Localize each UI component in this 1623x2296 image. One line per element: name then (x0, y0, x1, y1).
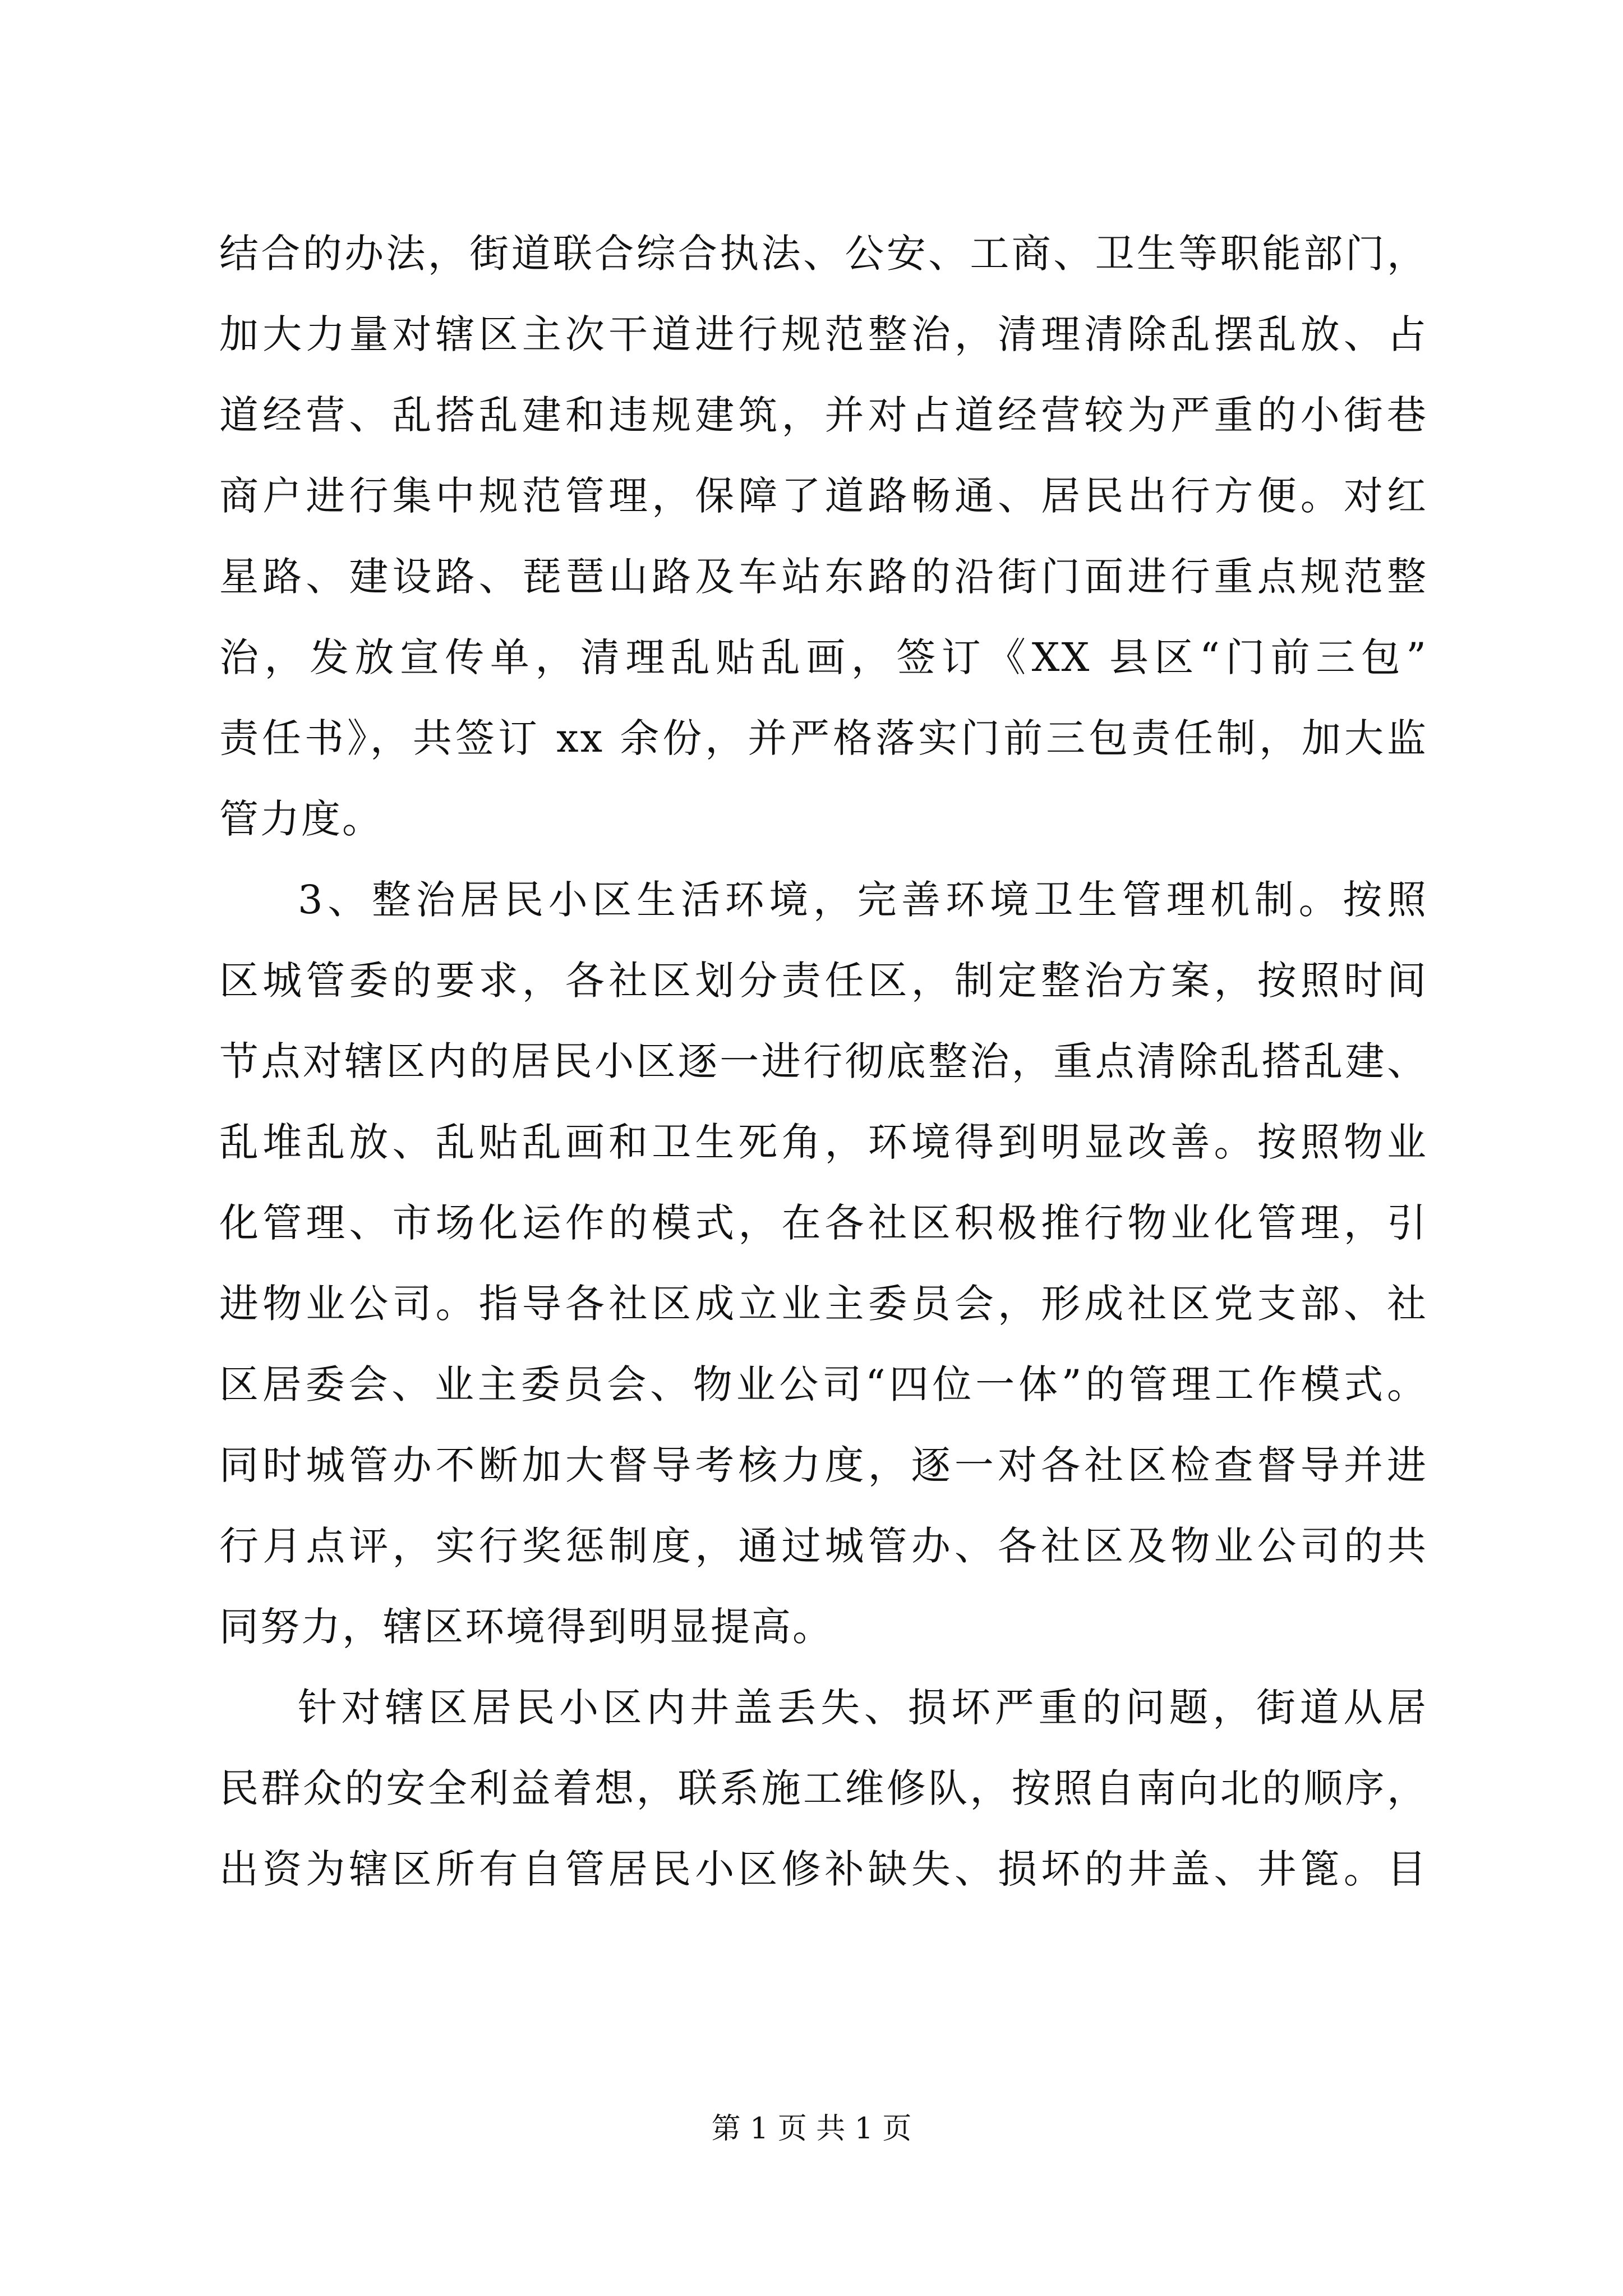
page-number-footer: 第 1 页 共 1 页 (711, 2112, 912, 2146)
text-line: 区居委会、业主委员会、物业公司“四位一体”的管理工作模式。 (219, 1361, 1428, 1407)
text-line: 商户进行集中规范管理，保障了道路畅通、居民出行方便。对红 (219, 473, 1428, 519)
text-line: 治，发放宣传单，清理乱贴乱画，签订《XX 县区“门前三包” (219, 634, 1428, 680)
text-line: 同努力，辖区环境得到明显提高。 (219, 1604, 833, 1650)
text-line: 区城管委的要求，各社区划分责任区，制定整治方案，按照时间 (219, 958, 1428, 1004)
text-line: 道经营、乱搭乱建和违规建筑，并对占道经营较为严重的小街巷 (219, 392, 1428, 438)
text-line: 民群众的安全利益着想，联系施工维修队，按照自南向北的顺序， (219, 1765, 1428, 1811)
text-line-paragraph-start: 3、整治居民小区生活环境，完善环境卫生管理机制。按照 (298, 877, 1428, 923)
text-line: 责任书》，共签订 xx 余份，并严格落实门前三包责任制，加大监 (219, 715, 1428, 761)
text-line: 加大力量对辖区主次干道进行规范整治，清理清除乱摆乱放、占 (219, 311, 1428, 357)
text-line: 行月点评，实行奖惩制度，通过城管办、各社区及物业公司的共 (219, 1523, 1428, 1569)
document-body (219, 213, 1428, 1910)
text-line: 节点对辖区内的居民小区逐一进行彻底整治，重点清除乱搭乱建、 (219, 1038, 1428, 1084)
text-line: 同时城管办不断加大督导考核力度，逐一对各社区检查督导并进 (219, 1442, 1428, 1488)
text-line-paragraph-start: 针对辖区居民小区内井盖丢失、损坏严重的问题，街道从居 (298, 1685, 1428, 1731)
text-line: 化管理、市场化运作的模式，在各社区积极推行物业化管理，引 (219, 1200, 1428, 1246)
text-line: 星路、建设路、琵琶山路及车站东路的沿街门面进行重点规范整 (219, 554, 1428, 600)
text-line: 进物业公司。指导各社区成立业主委员会，形成社区党支部、社 (219, 1281, 1428, 1327)
text-line: 结合的办法，街道联合综合执法、公安、工商、卫生等职能部门， (219, 231, 1428, 277)
text-line: 管力度。 (219, 796, 383, 842)
text-line: 乱堆乱放、乱贴乱画和卫生死角，环境得到明显改善。按照物业 (219, 1119, 1428, 1165)
text-line: 出资为辖区所有自管居民小区修补缺失、损坏的井盖、井篦。目 (219, 1846, 1428, 1892)
